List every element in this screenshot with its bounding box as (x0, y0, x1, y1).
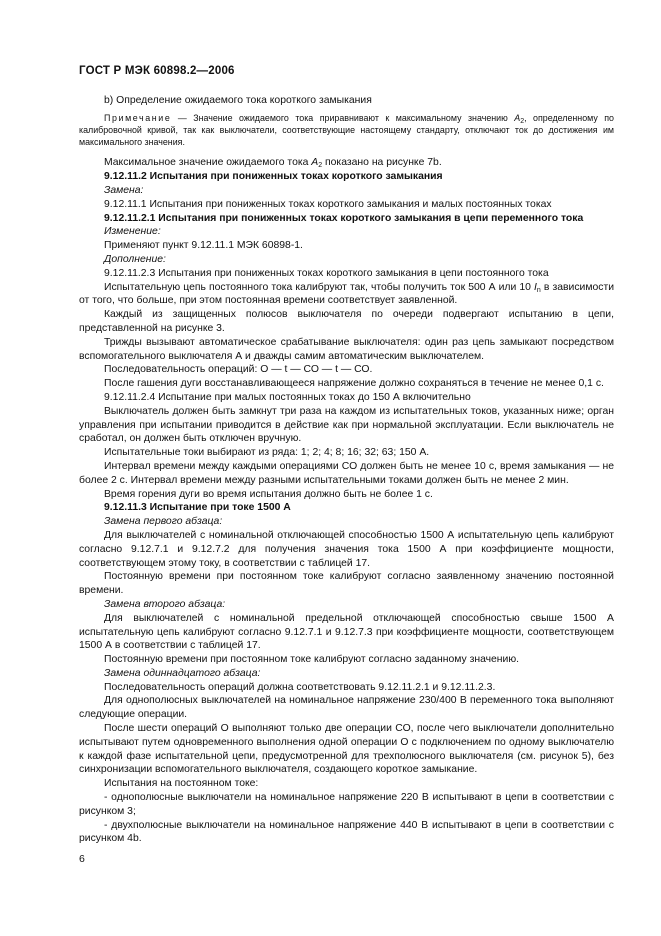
variable: A (311, 157, 319, 169)
text-run: Максимальное значение ожидаемого тока (104, 157, 312, 169)
note-variable: A (514, 112, 521, 123)
paragraph: Последовательность операций: О — t — СО — t — СО. (104, 364, 373, 376)
section-heading: 9.12.11.2 Испытания при пониженных токах короткого замыкания (104, 171, 443, 183)
amendment-label: Замена одиннадцатого абзаца: (104, 667, 261, 679)
page-number: 6 (79, 853, 85, 865)
section-heading: 9.12.11.3 Испытание при токе 1500 А (104, 502, 291, 514)
amendment-label: Замена первого абзаца: (104, 516, 223, 528)
paragraph: Время горения дуги во время испытания должно быть не более 1 с. (104, 488, 433, 500)
list-item: - однополюсные выключатели на номинальное напряжение 220 В испытывают в цепи в соответствии с рисунком 3; (79, 792, 614, 817)
subscript: 2 (318, 162, 323, 170)
paragraph: 9.12.11.1 Испытания при пониженных токах короткого замыкания и малых постоянных токах (104, 198, 552, 210)
list-item: - двухполюсные выключатели на номинальное напряжение 440 В испытывают в цепи в соответствии с рисунком 4b. (79, 819, 614, 845)
paragraph: Последовательность операций должна соответствовать 9.12.11.2.1 и 9.12.11.2.3. (104, 681, 496, 693)
note-paragraph (79, 112, 614, 149)
paragraph: Для выключателей с номинальной отключающей способностью 1500 А испытательную цепь калибруют согласно 9.12.7.1 и 9.12.7.2 для получения значения тока 1500 А при коэффициенте мощности, соответствующем этому току, в соответствии с таблицей 17. (79, 529, 614, 569)
document-body (79, 94, 614, 846)
variable: I (534, 281, 537, 293)
text-run: Испытательную цепь постоянного тока калибруют так, чтобы получить ток 500 А или 10 (104, 281, 534, 293)
paragraph: Для выключателей с номинальной предельной отключающей способностью свыше 1500 А испытательную цепь калибруют согласно 9.12.7.1 и 9.12.7.3 при коэффициенте мощности, соответствующем 1500 А в соответствии с таблицей 17. (79, 612, 614, 652)
text-run: показано на рисунке 7b. (322, 157, 442, 169)
paragraph: Испытания на постоянном токе: (104, 778, 259, 790)
amendment-label: Дополнение: (104, 253, 166, 265)
note-label: Примечание (104, 112, 172, 123)
paragraph: Применяют пункт 9.12.11.1 МЭК 60898-1. (104, 240, 303, 252)
paragraph: После шести операций О выполняют только две операции СО, после чего выключатели дополнительно испытывают путем одновременного выполнения одной операции О с подключением по одному выключателю к каждой фазе испытательной цепи, предусмотренной для трехполюсного выключателя (см. рисунок 5), без синхронизации вспомогательного выключателя, создающего короткое замыкание. (79, 723, 614, 776)
paragraph: После гашения дуги восстанавливающееся напряжение должно сохраняться в течение не менее 0,1 с. (104, 378, 604, 390)
paragraph (79, 156, 614, 170)
paragraph: 9.12.11.2.4 Испытание при малых постоянных токах до 150 А включительно (104, 391, 471, 403)
paragraph: Испытательные токи выбирают из ряда: 1; 2; 4; 8; 16; 32; 63; 150 А. (104, 447, 430, 459)
section-heading: 9.12.11.2.1 Испытания при пониженных токах короткого замыкания в цепи переменного тока (104, 212, 584, 224)
paragraph: 9.12.11.2.3 Испытания при пониженных токах короткого замыкания в цепи постоянного тока (104, 267, 549, 279)
paragraph: Каждый из защищенных полюсов выключателя по очереди подвергают испытанию в цепи, представленной на рисунке 3. (79, 309, 614, 334)
paragraph: Постоянную времени при постоянном токе калибруют согласно заявленному значению постоянной времени. (79, 571, 614, 597)
document-header: ГОСТ Р МЭК 60898.2—2006 (79, 65, 235, 77)
paragraph: Выключатель должен быть замкнут три раза на каждом из испытательных токов, указанных ниже; орган управления при испытании приводится в действие как при нормальной эксплуатации. Если выключатель не сработал, он должен быть отключен вручную. (79, 405, 614, 445)
text-run: в зависимости от того, что больше, при этом постоянная времени соответствует заявленной. (79, 281, 615, 307)
paragraph (79, 281, 614, 309)
paragraph: Для однополюсных выключателей на номинальное напряжение 230/400 В переменного тока выполняют следующие операции. (79, 695, 614, 721)
amendment-label: Замена второго абзаца: (104, 598, 226, 610)
note-subscript: 2 (520, 117, 525, 125)
note-text: — Значение ожидаемого тока приравнивают к максимальному значению (171, 112, 515, 123)
paragraph: Интервал времени между каждыми операциями СО должен быть не менее 10 с, время замыкания — не более 2 с. Интервал времени между разными испытательными токами должен быть не менее 2 мин. (79, 460, 614, 486)
note-text: , определенному по калибровочной кривой, так как выключатели, соответствующие настоящему стандарту, отключают ток до достижения им максимального значения. (79, 112, 614, 148)
paragraph: b) Определение ожидаемого тока короткого замыкания (104, 95, 372, 106)
amendment-label: Изменение: (104, 226, 161, 238)
paragraph: Постоянную времени при постоянном токе калибруют согласно заданному значению. (104, 654, 520, 666)
paragraph: Трижды вызывают автоматическое срабатывание выключателя: один раз цепь замыкают посредством вспомогательного выключателя А и дважды самим автоматическим выключателем. (79, 336, 614, 362)
subscript: n (536, 286, 541, 294)
amendment-label: Замена: (104, 185, 144, 196)
